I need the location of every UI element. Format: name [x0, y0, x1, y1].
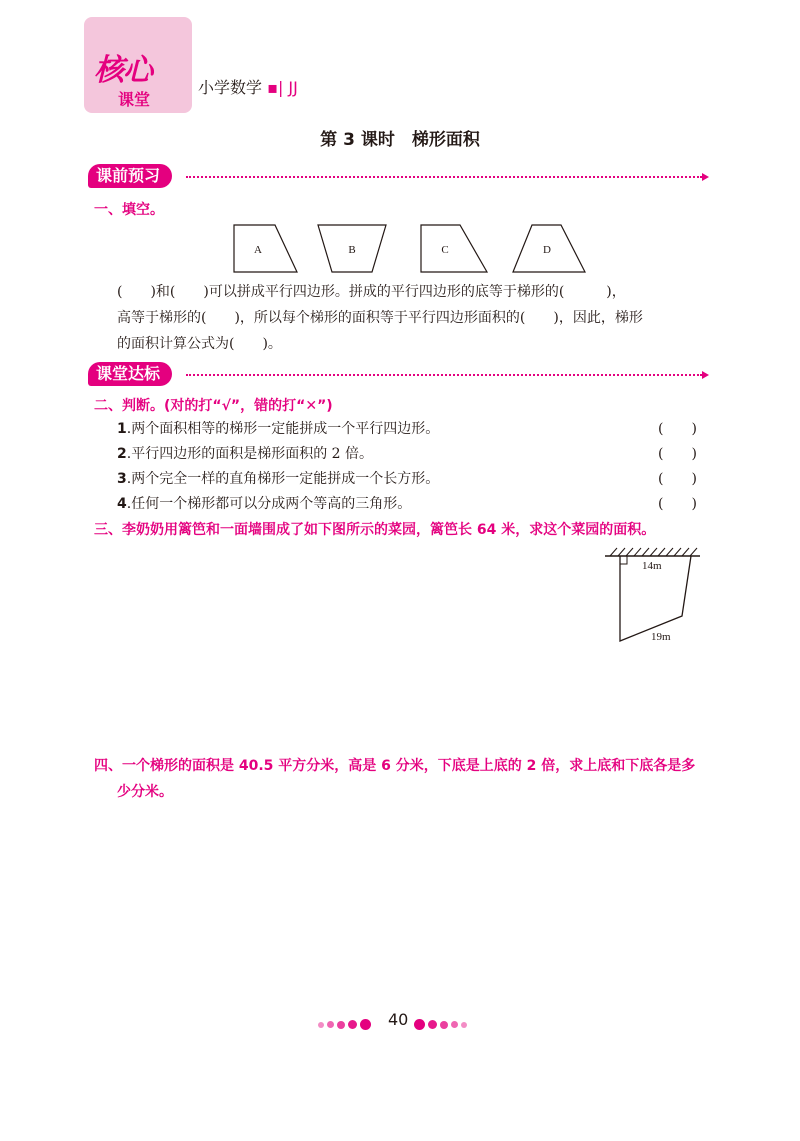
judge-item	[117, 472, 439, 486]
question-1-line: 的面积计算公式为( )。	[117, 336, 282, 352]
trapezoid-figures	[225, 223, 605, 275]
judge-item-number: 1	[117, 421, 127, 437]
top-base-label: 14m	[642, 560, 662, 572]
trapezoid-label-c: C	[441, 244, 449, 256]
question-4-line: 少分米。	[117, 784, 173, 800]
lesson-title: 第 3 课时 梯形面积	[320, 130, 480, 150]
trapezoid-label-a: A	[254, 244, 262, 256]
garden-figure	[600, 543, 710, 647]
judge-item	[117, 447, 373, 461]
judge-item-number: 2	[117, 446, 127, 462]
question-1-line: ( )和( )可以拼成平行四边形。拼成的平行四边形的底等于梯形的( )，	[117, 284, 626, 300]
judge-item-text: .平行四边形的面积是梯形面积的 2 倍。	[126, 446, 374, 462]
page-number: 40	[388, 1010, 409, 1029]
trapezoid-a	[234, 225, 297, 272]
logo-subtitle: 课堂	[118, 90, 151, 109]
page-dots-left	[318, 1014, 374, 1033]
wall-hatching	[610, 548, 697, 556]
answer-blank: ( )	[658, 471, 697, 487]
section-banner-practice: 课堂达标	[88, 362, 172, 386]
section-banner-preview: 课前预习	[88, 164, 172, 188]
answer-blank: ( )	[658, 496, 697, 512]
judge-item-text: .任何一个梯形都可以分成两个等高的三角形。	[126, 496, 412, 512]
question-3-heading: 三、李奶奶用篱笆和一面墙围成了如下图所示的菜园，篱笆长 64 米，求这个菜园的面积。	[94, 522, 656, 538]
judge-item	[117, 422, 439, 436]
section-divider	[186, 374, 702, 376]
judge-item-number: 4	[117, 496, 127, 512]
subject-separator: ▪|	[262, 78, 289, 97]
arrow-icon	[702, 371, 709, 379]
question-2-heading: 二、判断。(对的打“√”，错的打“✕”)	[94, 398, 333, 414]
logo-title: 核心	[94, 53, 152, 88]
right-angle-mark	[620, 556, 627, 564]
judge-item-number: 3	[117, 471, 127, 487]
subject-name: 小学数学	[198, 78, 263, 97]
trapezoid-label-d: D	[543, 244, 551, 256]
judge-item-text: .两个完全一样的直角梯形一定能拼成一个长方形。	[126, 471, 440, 487]
edition-label: JJ	[288, 78, 298, 97]
question-4-line: 四、一个梯形的面积是 40.5 平方分米，高是 6 分米，下底是上底的 2 倍，求上底和下底各是多	[94, 758, 696, 774]
trapezoid-label-b: B	[348, 244, 356, 256]
bottom-base-label: 19m	[651, 631, 671, 643]
arrow-icon	[702, 173, 709, 181]
trapezoid-c	[421, 225, 487, 272]
subject-label	[198, 80, 298, 96]
judge-item	[117, 497, 411, 511]
page-dots-right	[414, 1014, 470, 1033]
answer-blank: ( )	[658, 421, 697, 437]
judge-item-text: .两个面积相等的梯形一定能拼成一个平行四边形。	[126, 421, 440, 437]
question-1-line: 高等于梯形的( )，所以每个梯形的面积等于平行四边形面积的( )，因此，梯形	[117, 310, 643, 326]
answer-blank: ( )	[658, 446, 697, 462]
question-1-heading: 一、填空。	[94, 202, 164, 218]
section-divider	[186, 176, 702, 178]
